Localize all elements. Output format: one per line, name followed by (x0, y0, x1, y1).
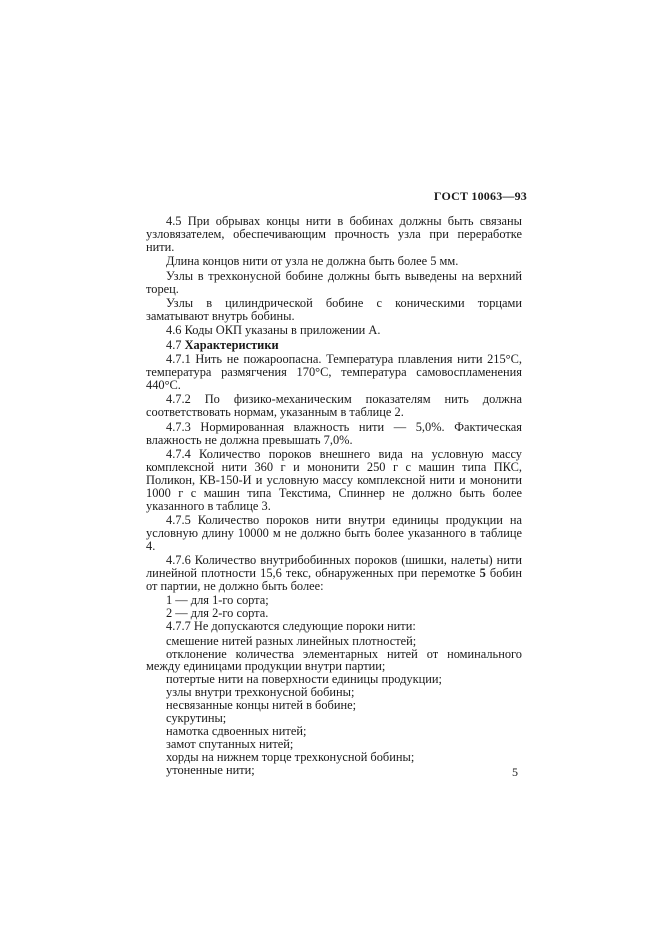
paragraph-4-7-5: 4.7.5 Количество пороков нити внутри единицы продукции на условную длину 10000 м не должно быть более указанного в таблице 4. (146, 512, 522, 553)
list-item: узлы внутри трехконусной бобины; (166, 685, 355, 700)
paragraph-4-7-2: 4.7.2 По физико-механическим показателям нить должна соответствовать нормам, указанным в таблице 2. (146, 392, 522, 420)
document-body (146, 215, 522, 777)
list-item: сукрутины; (166, 711, 227, 726)
list-item: замот спутанных нитей; (166, 736, 294, 751)
paragraph-4-7-6 (146, 554, 522, 593)
list-item: смешение нитей разных линейных плотностей; (166, 633, 417, 648)
list-item-grade-1: 1 — для 1-го сорта; (166, 593, 269, 608)
section-number: 4.7 (166, 337, 182, 352)
paragraph-4-7-4: 4.7.4 Количество пороков внешнего вида на условную массу комплексной нити 360 г и мононити 250 г с машин типа ПКС, Поликон, КВ-150-И и условную массу комплексной нити и мононити 1000 г с машин типа Текстима, Спиннер не должно быть более указанного в таблице 3. (146, 446, 522, 513)
page-number: 5 (512, 765, 518, 779)
list-item: отклонение количества элементарных нитей от номинального между единицами продукции внутри партии; (146, 646, 522, 674)
paragraph-4-7-6-text: 4.7.6 Количество внутрибобинных пороков (шишки, налеты) нити линейной плотности 15,6 текс, обнаруженных при перемотке (146, 553, 522, 581)
paragraph-4-6: 4.6 Коды ОКП указаны в приложении А. (166, 323, 381, 338)
list-item-grade-2: 2 — для 2-го сорта. (166, 606, 269, 621)
paragraph-4-7-6-text-end: бобин от партии, не должно быть более: (146, 566, 522, 593)
paragraph-4-7-1: 4.7.1 Нить не пожароопасна. Температура плавления нити 215°С, температура размягчения 170°С, температура самовоспламенения 440°С. (146, 352, 522, 392)
paragraph-4-5: 4.5 При обрывах концы нити в бобинах должны быть связаны узловязателем, обеспечивающим прочность узла при переработке нити. (146, 214, 522, 254)
paragraph-4-7-3: 4.7.3 Нормированная влажность нити — 5,0%. Фактическая влажность не должна превышать 7,0%. (146, 419, 522, 447)
paragraph-4-5-knots-cone: Узлы в трехконусной бобине должны быть выведены на верхний торец. (146, 268, 522, 296)
list-item: утоненные нити; (166, 762, 255, 777)
paragraph-4-5-knot-length: Длина концов нити от узла не должна быть более 5 мм. (166, 254, 459, 269)
document-header: ГОСТ 10063—93 (433, 189, 527, 203)
list-item: намотка сдвоенных нитей; (166, 723, 307, 738)
paragraph-4-7-7: 4.7.7 Не допускаются следующие пороки нити: (166, 619, 416, 634)
paragraph-4-5-knots-cylinder: Узлы в цилиндрической бобине с коническими торцами заматывают внутрь бобины. (146, 295, 522, 323)
bobbin-count: 5 (479, 566, 486, 581)
list-item: несвязанные концы нитей в бобине; (166, 698, 357, 713)
list-item: потертые нити на поверхности единицы продукции; (166, 672, 442, 687)
defects-list (146, 635, 522, 777)
section-title: Характеристики (184, 337, 279, 352)
section-heading-4-7 (146, 339, 522, 352)
list-item: хорды на нижнем торце трехконусной бобины; (166, 749, 415, 764)
